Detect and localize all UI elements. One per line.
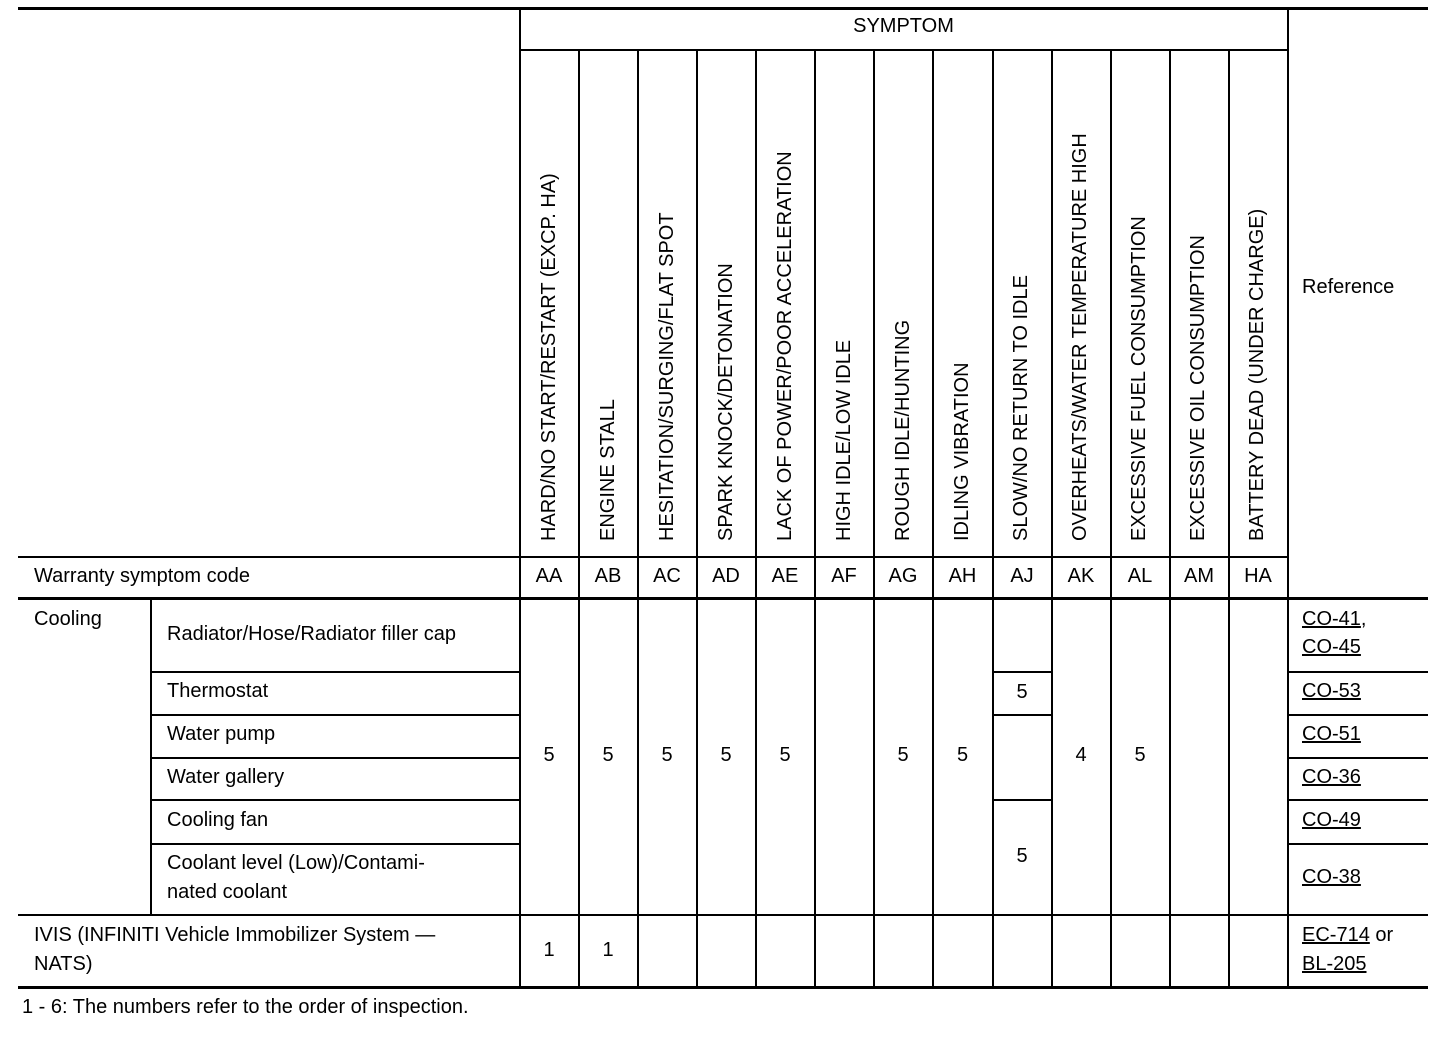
ref-radiator-line1: CO-41, [1302,608,1367,630]
ref-coolant-level [1302,863,1361,891]
item-cooling-fan: Cooling fan [167,809,269,831]
code-ah: AH [948,565,977,587]
symptom-name-am: EXCESSIVE OIL CONSUMPTION [1187,235,1209,541]
ref-cooling-fan [1302,806,1361,834]
symptom-name-ag: ROUGH IDLE/HUNTING [892,319,914,541]
symptom-title-divider [519,49,1287,51]
symptom-name-ac: HESITATION/SURGING/FLAT SPOT [656,212,678,541]
ref-water-pump [1302,720,1361,748]
symptom-names-divider [18,556,1287,558]
col-divider [932,50,934,987]
cooling-value-aa: 5 [543,744,555,766]
code-am: AM [1184,565,1214,587]
col-divider [696,50,698,987]
ref-divider [1287,843,1428,845]
cooling-value-aj-fan-coolant: 5 [1016,845,1028,867]
ivis-label-line1: IVIS (INFINITI Vehicle Immobilizer System — [34,924,436,946]
item-water-pump: Water pump [167,723,276,745]
aj-divider [992,671,1051,673]
symptom-name-aa: HARD/NO START/RESTART (EXCP. HA) [538,173,560,541]
ref-radiator-line2 [1302,633,1361,661]
table-top-border [18,7,1428,10]
code-aj: AJ [1010,565,1034,587]
warranty-row-divider [18,597,1428,600]
cooling-value-ac: 5 [661,744,673,766]
ref-thermostat [1302,677,1361,705]
cooling-value-ag: 5 [897,744,909,766]
cooling-value-ah: 5 [956,744,969,766]
aj-divider [992,714,1051,716]
footnote: 1 - 6: The numbers refer to the order of inspection. [22,996,469,1018]
cooling-group-label: Cooling [34,608,102,630]
code-ag: AG [888,565,918,587]
ref-divider [1287,757,1428,759]
col-divider [1228,50,1230,987]
ivis-value-ab: 1 [602,939,614,961]
item-thermostat: Thermostat [167,680,269,702]
code-ha: HA [1244,565,1272,587]
symptom-name-ae: LACK OF POWER/POOR ACCELERATION [774,151,796,541]
col-divider [873,50,875,987]
col-divider [1110,50,1112,987]
code-ac: AC [653,565,681,587]
ivis-ref-line1 [1302,921,1393,949]
cooling-value-al: 5 [1134,744,1146,766]
col-divider [814,50,816,987]
col-divider [1287,8,1289,987]
symptom-name-ak: OVERHEATS/WATER TEMPERATURE HIGH [1069,133,1091,541]
warranty-label: Warranty symptom code [34,565,250,587]
code-ad: AD [712,565,740,587]
cooling-value-aj-thermostat: 5 [1016,681,1028,703]
col-divider [1169,50,1171,987]
symptom-name-ha: BATTERY DEAD (UNDER CHARGE) [1246,208,1268,541]
item-coolant-level-line2: nated coolant [167,881,288,903]
ref-divider [1287,671,1428,673]
symptom-title: SYMPTOM [853,15,954,37]
col-divider [637,50,639,987]
code-aa: AA [535,565,563,587]
reference-title: Reference [1302,276,1395,298]
ivis-label-line2: NATS) [34,953,93,975]
ref-link[interactable]: CO-53 [1302,680,1361,702]
ref-link[interactable]: CO-51 [1302,723,1361,745]
ref-link[interactable]: CO-49 [1302,809,1361,831]
code-al: AL [1127,565,1153,587]
ref-link[interactable]: CO-45 [1302,636,1361,658]
ref-link[interactable]: CO-38 [1302,866,1361,888]
ref-link[interactable]: BL-205 [1302,953,1367,975]
col-divider [578,50,580,987]
cooling-value-ad: 5 [720,744,732,766]
col-divider [1051,50,1053,987]
ivis-ref-line2 [1302,950,1367,978]
col-divider [150,598,152,915]
code-ab: AB [594,565,622,587]
symptom-name-ah: IDLING VIBRATION [951,362,973,541]
item-coolant-level-line1: Coolant level (Low)/Contami- [167,852,425,874]
row-divider [150,843,520,845]
item-water-gallery: Water gallery [167,766,285,788]
ref-link[interactable]: EC-714 [1302,924,1370,946]
row-divider [150,671,520,673]
cooling-value-ak: 4 [1075,744,1087,766]
row-divider [150,714,520,716]
symptom-name-ab: ENGINE STALL [597,399,619,541]
symptom-name-aj: SLOW/NO RETURN TO IDLE [1010,275,1032,541]
ref-link[interactable]: CO-41 [1302,608,1361,630]
col-divider [755,50,757,987]
symptom-name-ad: SPARK KNOCK/DETONATION [715,263,737,541]
row-divider [150,757,520,759]
cooling-value-ab: 5 [602,744,614,766]
ref-joiner: or [1369,924,1394,946]
table-bottom-border [18,986,1428,989]
symptom-name-af: HIGH IDLE/LOW IDLE [833,339,855,541]
cooling-ivis-divider [18,914,1428,916]
cooling-value-ae: 5 [779,744,791,766]
col-divider [519,8,521,987]
item-radiator: Radiator/Hose/Radiator filler cap [167,623,457,645]
ref-divider [1287,799,1428,801]
code-ak: AK [1067,565,1095,587]
ref-water-gallery [1302,763,1361,791]
ivis-value-aa: 1 [543,939,555,961]
symptom-name-al: EXCESSIVE FUEL CONSUMPTION [1128,216,1150,541]
ref-link[interactable]: CO-36 [1302,766,1361,788]
ref-divider [1287,714,1428,716]
code-af: AF [831,565,857,587]
aj-divider [992,799,1051,801]
row-divider [150,799,520,801]
code-ae: AE [771,565,799,587]
